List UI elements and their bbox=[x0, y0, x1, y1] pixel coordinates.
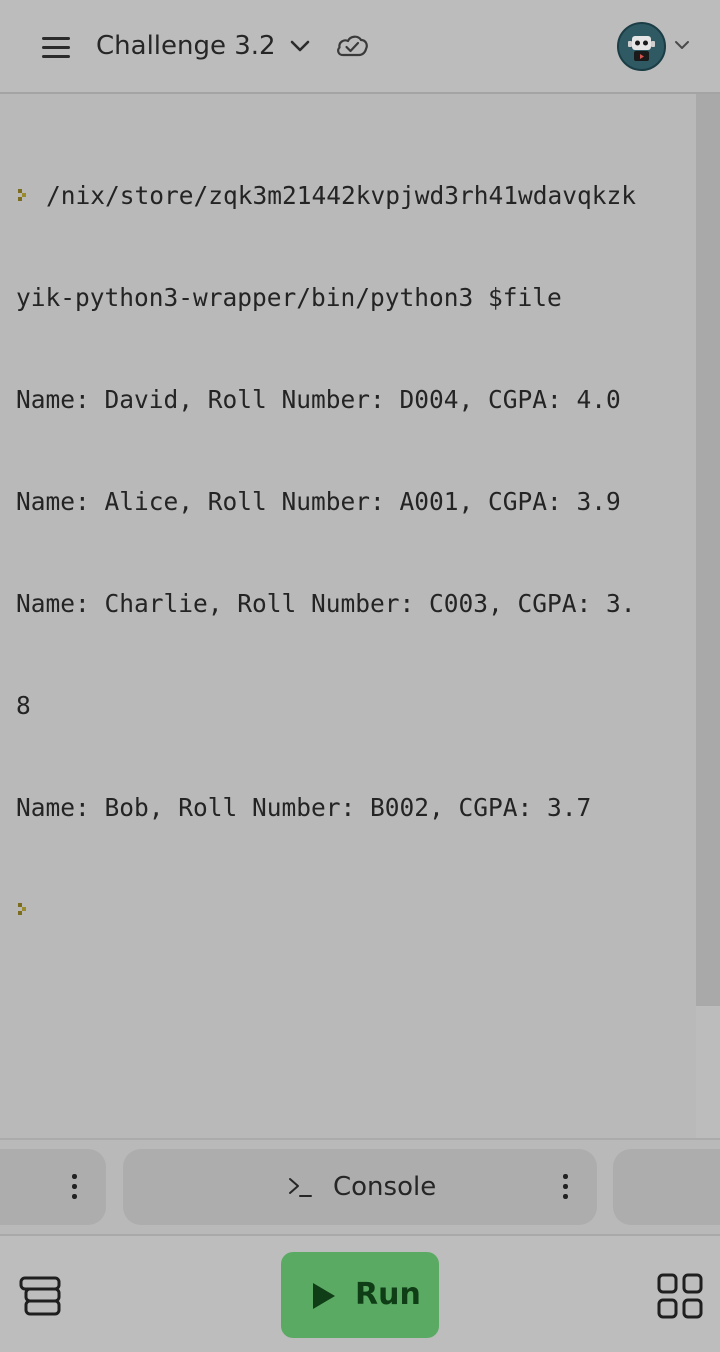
tab-console-label: Console bbox=[333, 1172, 437, 1202]
prompt-icon bbox=[16, 893, 46, 927]
tab-console[interactable] bbox=[123, 1149, 597, 1225]
grid-layout-icon[interactable] bbox=[656, 1272, 704, 1320]
console-line-text: Name: Charlie, Roll Number: C003, CGPA: 3. bbox=[16, 589, 636, 618]
chevron-down-icon[interactable] bbox=[286, 32, 314, 60]
project-title[interactable]: Challenge 3.2 bbox=[96, 31, 276, 61]
prompt-icon bbox=[16, 179, 46, 213]
console-input-line[interactable] bbox=[16, 893, 696, 927]
console-line bbox=[16, 791, 696, 825]
user-avatar[interactable] bbox=[617, 22, 666, 71]
console-line-text: Name: Bob, Roll Number: B002, CGPA: 3.7 bbox=[16, 793, 592, 822]
robot-avatar-icon bbox=[619, 24, 664, 69]
console-line-text: yik-python3-wrapper/bin/python3 $file bbox=[16, 283, 562, 312]
play-icon bbox=[311, 1282, 337, 1310]
console-line-text: /nix/store/zqk3m21442kvpjwd3rh41wdavqkzk bbox=[46, 181, 637, 210]
more-options-icon[interactable] bbox=[70, 1174, 78, 1200]
console-line bbox=[16, 179, 696, 213]
scrollbar-thumb[interactable] bbox=[696, 94, 720, 1006]
bottom-toolbar bbox=[0, 1234, 720, 1352]
console-line bbox=[16, 587, 696, 621]
chevron-down-icon[interactable] bbox=[672, 35, 692, 55]
layers-icon[interactable] bbox=[18, 1274, 62, 1318]
pane-tab-strip bbox=[0, 1138, 720, 1234]
console-line bbox=[16, 383, 696, 417]
terminal-icon bbox=[286, 1173, 316, 1203]
hamburger-menu-icon[interactable] bbox=[38, 32, 72, 62]
console-line-text: Name: Alice, Roll Number: A001, CGPA: 3.9 bbox=[16, 487, 621, 516]
tab-next[interactable] bbox=[613, 1149, 720, 1225]
more-options-icon[interactable] bbox=[561, 1174, 569, 1200]
cloud-check-icon[interactable] bbox=[334, 30, 370, 62]
console-line bbox=[16, 689, 696, 723]
console-line bbox=[16, 281, 696, 315]
console-line bbox=[16, 485, 696, 519]
console-line-text: Name: David, Roll Number: D004, CGPA: 4.0 bbox=[16, 385, 621, 414]
console-output[interactable] bbox=[0, 94, 696, 1138]
console-line-text: 8 bbox=[16, 691, 31, 720]
run-button[interactable] bbox=[281, 1252, 439, 1338]
top-header bbox=[0, 0, 720, 94]
run-label: Run bbox=[355, 1277, 421, 1312]
tab-previous[interactable] bbox=[0, 1149, 106, 1225]
